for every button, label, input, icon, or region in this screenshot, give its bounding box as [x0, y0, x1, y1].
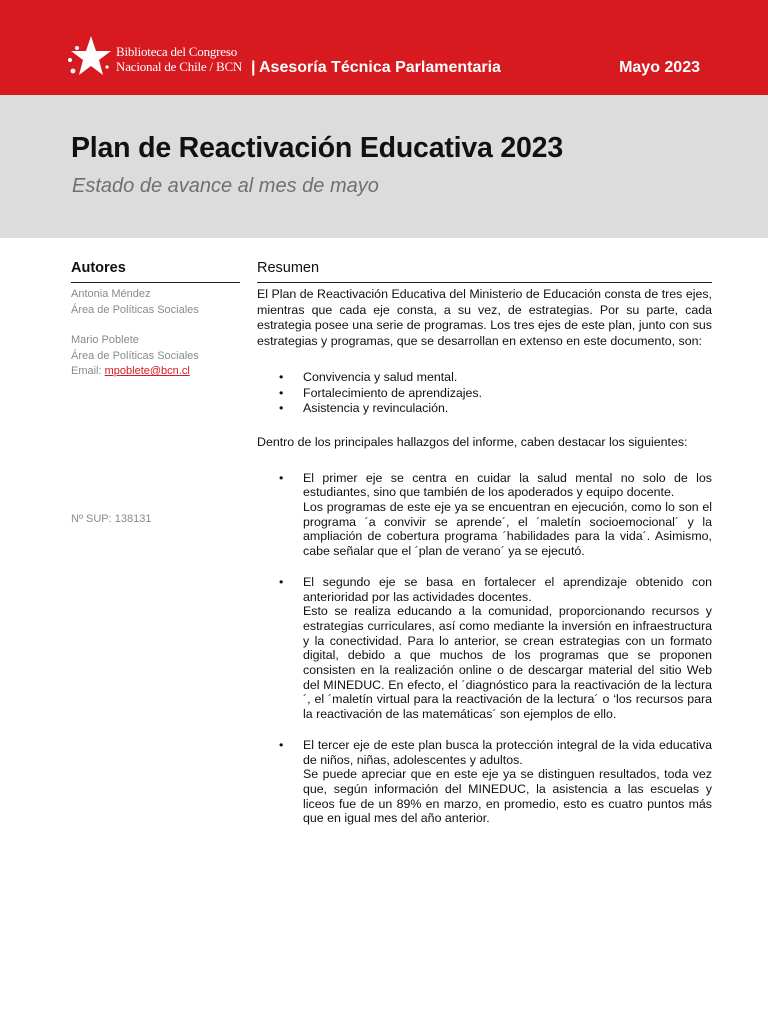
author-name: Mario Poblete — [71, 334, 139, 347]
finding-body: Los programas de este eje ya se encuentran en ejecución, como lo son el programa ´a convivir se aprende´, el ´maletín socioemocional´ y la ampliación de cobertura programa ´habilidades para la vida´. Asimismo, cabe señalar que el ´plan de verano´ ya se ejecutó. — [303, 500, 712, 559]
finding-item — [279, 738, 712, 826]
email-label: Email: — [71, 365, 102, 378]
list-item: • Asistencia y revinculación. — [279, 401, 712, 417]
author-area: Área de Políticas Sociales — [71, 303, 199, 316]
logo-line-1: Biblioteca del Congreso — [116, 44, 238, 59]
authors-heading: Autores — [71, 260, 240, 283]
title-band — [0, 95, 768, 238]
header-bar — [0, 0, 768, 95]
findings-list — [257, 471, 712, 826]
finding-lead: • El primer eje se centra en cuidar la salud mental no solo de los estudiantes, sino que también de los apoderados y equipo docente. — [303, 470, 712, 500]
document-subtitle: Estado de avance al mes de mayo — [72, 175, 379, 197]
logo-line-2: Nacional de Chile / BCN — [116, 59, 243, 74]
author-email-row — [71, 364, 240, 380]
authors-column — [71, 260, 240, 395]
summary-intro: El Plan de Reactivación Educativa del Ministerio de Educación consta de tres ejes, mientras que cada eje consta, a su vez, de estrategias. Por su parte, cada estrategia posee una serie de programas. Los tres ejes de este plan, junto con sus estrategias y programas, que se desarrollan en extenso en este documento, son: — [257, 287, 712, 349]
finding-item — [279, 471, 712, 559]
header-separator: | — [251, 59, 256, 76]
findings-intro: Dentro de los principales hallazgos del informe, caben destacar los siguientes: — [257, 434, 688, 449]
finding-item — [279, 575, 712, 722]
header-tagline: Asesoría Técnica Parlamentaria — [259, 59, 501, 76]
author-area: Área de Políticas Sociales — [71, 349, 199, 362]
logo-wordmark — [116, 44, 246, 74]
axes-list — [257, 370, 712, 417]
summary-heading: Resumen — [257, 260, 712, 283]
sup-number: Nº SUP: 138131 — [71, 513, 152, 525]
finding-lead: • El tercer eje de este plan busca la protección integral de la vida educativa de niños, niñas, adolescentes y adultos. — [303, 737, 712, 767]
header-date: Mayo 2023 — [619, 59, 700, 76]
list-item: • Fortalecimiento de aprendizajes. — [279, 386, 712, 402]
finding-body: Esto se realiza educando a la comunidad, proporcionando recursos y estrategias curriculares, así como mediante la inversión en infraestructura y la conectividad. Para lo anterior, se crean estrategias con un formato digital, debido a que muchos de los programas que se proponen consisten en la realización online o de descargar material del sitio Web del MINEDUC. En efecto, el ´diagnóstico para la reactivación de la lectura´, el ´maletín virtual para la reactivación de la lectura´ o ‘los recursos para la reactivación de las matemáticas´ son ejemplos de ello. — [303, 604, 712, 722]
summary-column — [257, 260, 712, 842]
finding-lead: • El segundo eje se basa en fortalecer el aprendizaje obtenido con anterioridad por las actividades docentes. — [303, 574, 712, 604]
author-name: Antonia Méndez — [71, 288, 151, 300]
star-logo-icon — [66, 34, 112, 80]
finding-body: Se puede apreciar que en este eje ya se distinguen resultados, toda vez que, según información del MINEDUC, la asistencia a las escuelas y liceos fue de un 89% en marzo, en promedio, esto es cuatro puntos más que en igual mes del año anterior. — [303, 767, 712, 826]
document-title: Plan de Reactivación Educativa 2023 — [71, 132, 563, 164]
author-entry — [71, 287, 240, 318]
author-entry — [71, 333, 240, 380]
list-item: • Convivencia y salud mental. — [279, 370, 712, 386]
author-email-link[interactable]: mpoblete@bcn.cl — [104, 365, 190, 378]
